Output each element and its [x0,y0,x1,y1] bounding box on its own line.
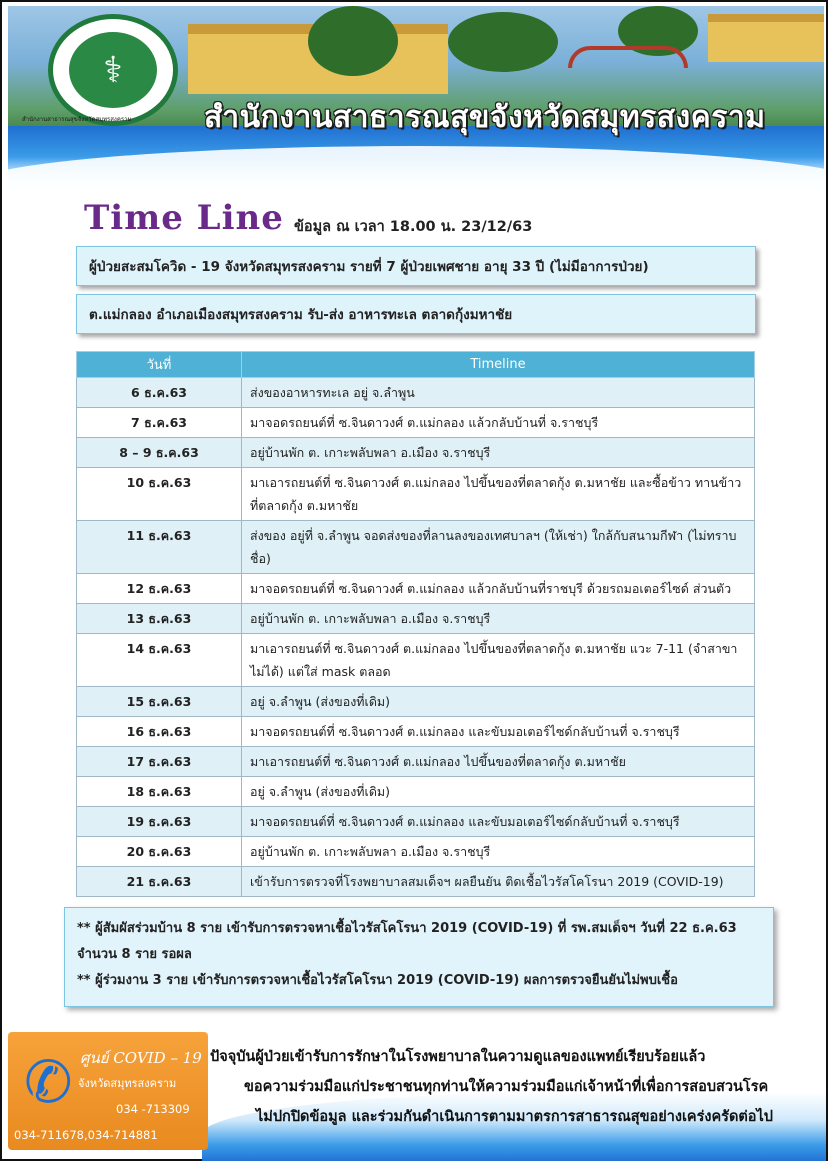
row-text: อยู่บ้านพัก ต. เกาะพลับพลา อ.เมือง จ.ราชบุรี [242,438,755,468]
location-info-bar [76,294,756,334]
timeline-title: Time Line [84,198,284,238]
row-text: มาจอดรถยนต์ที่ ซ.จินดาวงศ์ ต.แม่กลอง แล้วกลับบ้านที่ จ.ราชบุรี [242,408,755,438]
ministry-logo [48,14,178,126]
building-illustration [708,14,824,62]
table-row [77,837,755,867]
phone-icon: ✆ [24,1048,73,1116]
patient-info-bar [76,246,756,286]
logo-caption: สำนักงานสาธารณสุขจังหวัดสมุทรสงคราม [22,116,132,123]
tree-illustration [308,6,398,76]
row-text: มาจอดรถยนต์ที่ ซ.จินดาวงศ์ ต.แม่กลอง และขับมอเตอร์ไซด์กลับบ้านที่ จ.ราชบุรี [242,807,755,837]
footer-message [210,1042,824,1132]
table-row [77,408,755,438]
row-date: 16 ธ.ค.63 [77,717,242,747]
row-date: 13 ธ.ค.63 [77,604,242,634]
hotline-box [8,1032,208,1150]
organization-title: สำนักงานสาธารณสุขจังหวัดสมุทรสงคราม [204,100,766,135]
row-date: 21 ธ.ค.63 [77,867,242,897]
column-header-date: วันที่ [77,352,242,378]
row-date: 17 ธ.ค.63 [77,747,242,777]
row-text: ส่งของ อยู่ที่ จ.ลำพูน จอดส่งของที่ลานลงของเทศบาลฯ (ให้เช่า) ใกล้กับสนามกีฬา (ไม่ทราบชื่อ) [242,521,755,574]
table-row [77,468,755,521]
row-text: อยู่บ้านพัก ต. เกาะพลับพลา อ.เมือง จ.ราชบุรี [242,837,755,867]
hotline-number: 034 -713309 [116,1102,190,1116]
table-row [77,438,755,468]
table-row [77,574,755,604]
coworkers-note: ** ผู้ร่วมงาน 3 ราย เข้ารับการตรวจหาเชื้อไวรัสโคโรนา 2019 (COVID-19) ผลการตรวจยืนยันไม่พบเชื้อ [77,973,678,988]
row-date: 18 ธ.ค.63 [77,777,242,807]
table-row [77,717,755,747]
bridge-illustration [568,46,688,68]
location-info-text: ต.แม่กลอง อำเภอเมืองสมุทรสงคราม รับ-ส่ง อาหารทะเล ตลาดกุ้งมหาชัย [89,307,513,323]
row-date: 14 ธ.ค.63 [77,634,242,687]
row-text: ส่งของอาหารทะเล อยู่ จ.ลำพูน [242,378,755,408]
row-text: มาจอดรถยนต์ที่ ซ.จินดาวงศ์ ต.แม่กลอง และขับมอเตอร์ไซด์กลับบ้านที่ จ.ราชบุรี [242,717,755,747]
timeline-table [76,351,755,897]
row-text: มาเอารถยนต์ที่ ซ.จินดาวงศ์ ต.แม่กลอง ไปขึ้นของที่ตลาดกุ้ง ต.มหาชัย และซื้อข้าว ทานข้าวที่ตลาดกุ้ง ต.มหาชัย [242,468,755,521]
footer-line: ขอความร่วมมือแก่ประชาชนทุกท่านให้ความร่วมมือแก่เจ้าหน้าที่เพื่อการสอบสวนโรค [244,1079,769,1095]
row-date: 19 ธ.ค.63 [77,807,242,837]
row-date: 8 – 9 ธ.ค.63 [77,438,242,468]
data-timestamp: ข้อมูล ณ เวลา 18.00 น. 23/12/63 [294,219,533,235]
table-row [77,521,755,574]
table-row [77,747,755,777]
row-text: เข้ารับการตรวจที่โรงพยาบาลสมเด็จฯ ผลยืนยัน ติดเชื้อไวรัสโคโรนา 2019 (COVID-19) [242,867,755,897]
table-row [77,807,755,837]
row-text: มาเอารถยนต์ที่ ซ.จินดาวงศ์ ต.แม่กลอง ไปขึ้นของที่ตลาดกุ้ง ต.มหาชัย แวะ 7-11 (จำสาขาไม่ได้) แต่ใส่ mask ตลอด [242,634,755,687]
row-text: มาเอารถยนต์ที่ ซ.จินดาวงศ์ ต.แม่กลอง ไปขึ้นของที่ตลาดกุ้ง ต.มหาชัย [242,747,755,777]
header-banner [8,6,824,194]
patient-info-text: ผู้ป่วยสะสมโควิด - 19 จังหวัดสมุทรสงคราม รายที่ 7 ผู้ป่วยเพศชาย อายุ 33 ปี (ไม่มีอาการป่วย) [89,259,649,275]
hotline-number: 034-711678,034-714881 [14,1128,158,1142]
row-date: 12 ธ.ค.63 [77,574,242,604]
row-date: 15 ธ.ค.63 [77,687,242,717]
notes-box [64,907,774,1007]
row-text: มาจอดรถยนต์ที่ ซ.จินดาวงศ์ ต.แม่กลอง แล้วกลับบ้านที่ราชบุรี ด้วยรถมอเตอร์ไซด์ ส่วนตัว [242,574,755,604]
health-emblem-icon: ⚕ [69,32,157,108]
footer-line: ไม่ปกปิดข้อมูล และร่วมกันดำเนินการตามมาตรการสาธารณสุขอย่างเคร่งครัดต่อไป [256,1109,774,1125]
tree-illustration [448,12,558,72]
row-text: อยู่ จ.ลำพูน (ส่งของที่เดิม) [242,777,755,807]
row-date: 20 ธ.ค.63 [77,837,242,867]
hotline-province: จังหวัดสมุทรสงคราม [78,1077,177,1090]
footer-line: ปัจจุบันผู้ป่วยเข้ารับการรักษาในโรงพยาบาลในความดูแลของแพทย์เรียบร้อยแล้ว [210,1049,706,1065]
table-row [77,687,755,717]
column-header-timeline: Timeline [242,352,755,378]
table-row [77,867,755,897]
household-contacts-note: ** ผู้สัมผัสร่วมบ้าน 8 ราย เข้ารับการตรวจหาเชื้อไวรัสโคโรนา 2019 (COVID-19) ที่ รพ.สมเด็จฯ วันที่ 22 ธ.ค.63 จำนวน 8 ราย รอผล [77,921,737,962]
table-row [77,634,755,687]
table-row [77,378,755,408]
table-header-row [77,352,755,378]
row-date: 6 ธ.ค.63 [77,378,242,408]
hotline-title: ศูนย์ COVID – 19 [80,1049,202,1067]
row-date: 10 ธ.ค.63 [77,468,242,521]
row-text: อยู่ จ.ลำพูน (ส่งของที่เดิม) [242,687,755,717]
table-row [77,604,755,634]
row-date: 7 ธ.ค.63 [77,408,242,438]
table-row [77,777,755,807]
row-text: อยู่บ้านพัก ต. เกาะพลับพลา อ.เมือง จ.ราชบุรี [242,604,755,634]
row-date: 11 ธ.ค.63 [77,521,242,574]
